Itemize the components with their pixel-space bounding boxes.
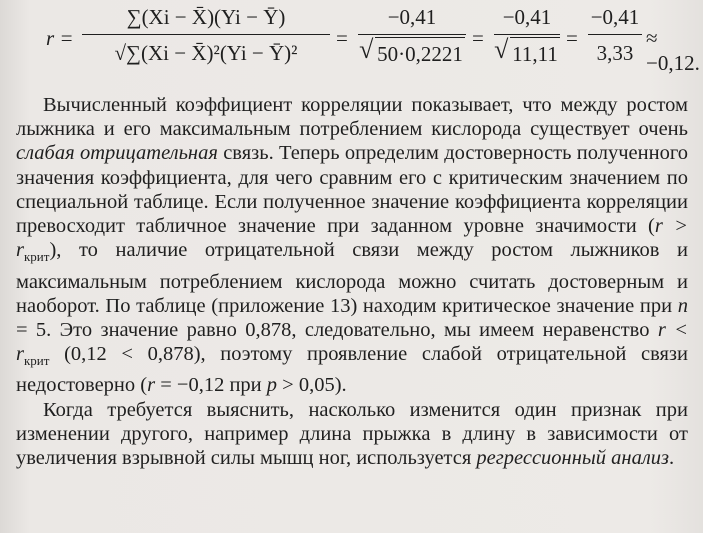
formula-main-fraction bbox=[82, 2, 330, 69]
fraction-3-numerator: −0,41 bbox=[502, 5, 552, 29]
emphasis-regression-analysis: регрессионный анализ bbox=[476, 447, 669, 470]
fraction-3-denominator: √ 11,11 bbox=[494, 37, 560, 69]
formula-fraction-3 bbox=[494, 2, 560, 69]
equals-sign: = bbox=[566, 26, 578, 50]
formula-denominator: √∑(Xi − X̄)²(Yi − Ȳ)² bbox=[114, 41, 298, 65]
paragraph-correlation: Вычисленный коэффициент корреляции показывает, что между ростом лыжника и его максимальным потреблением кислорода существует очень слабая отрицательная связь. Теперь определим достоверность полученного значения коэффициента, для чего сравним его с критическим значением по специальной таблице. Если полученное значение коэффициента корреляции превосходит табличное значение при заданном уровне значимости $(r > r_{крит})$, то наличие отрицательной связи между ростом лыжников и максимальным потреблением кислорода можно считать достоверным и наоборот. По таблице (приложение 13) находим критическое значение при n = 5. Это значение равно 0,878, следовательно, мы имеем неравенство $r < r_{крит}$ (0,12 < 0,878), поэтому проявление слабой отрицательной связи недостоверно (r = −0,12 при p > 0,05). bbox=[16, 94, 688, 397]
formula-fraction-2 bbox=[358, 2, 466, 69]
equals-sign: = bbox=[472, 26, 484, 50]
body-text bbox=[16, 93, 688, 470]
fraction-4-numerator: −0,41 bbox=[590, 5, 640, 29]
fraction-2-numerator: −0,41 bbox=[387, 5, 437, 29]
fraction-bar bbox=[588, 34, 642, 35]
fraction-2-denominator: √ 50·0,2221 bbox=[358, 37, 466, 69]
formula-fraction-4 bbox=[588, 2, 642, 69]
formula-numerator: ∑(Xi − X̄)(Yi − Ȳ) bbox=[126, 5, 286, 29]
fraction-4-denominator: 3,33 bbox=[596, 41, 634, 65]
emphasis-weak-negative: слабая отрицательная bbox=[16, 142, 218, 165]
fraction-bar bbox=[82, 34, 330, 35]
equals-sign: = bbox=[336, 26, 348, 50]
formula-lhs: r = bbox=[46, 26, 74, 50]
correlation-formula bbox=[40, 2, 700, 82]
fraction-bar bbox=[358, 34, 466, 35]
formula-result: ≈ −0,12. bbox=[646, 26, 700, 75]
paragraph-regression: Когда требуется выяснить, насколько изменится один признак при изменении другого, например длина прыжка в длину в зависимости от увеличения взрывной силы мышц ног, используется регрессионный анализ. bbox=[16, 398, 688, 470]
